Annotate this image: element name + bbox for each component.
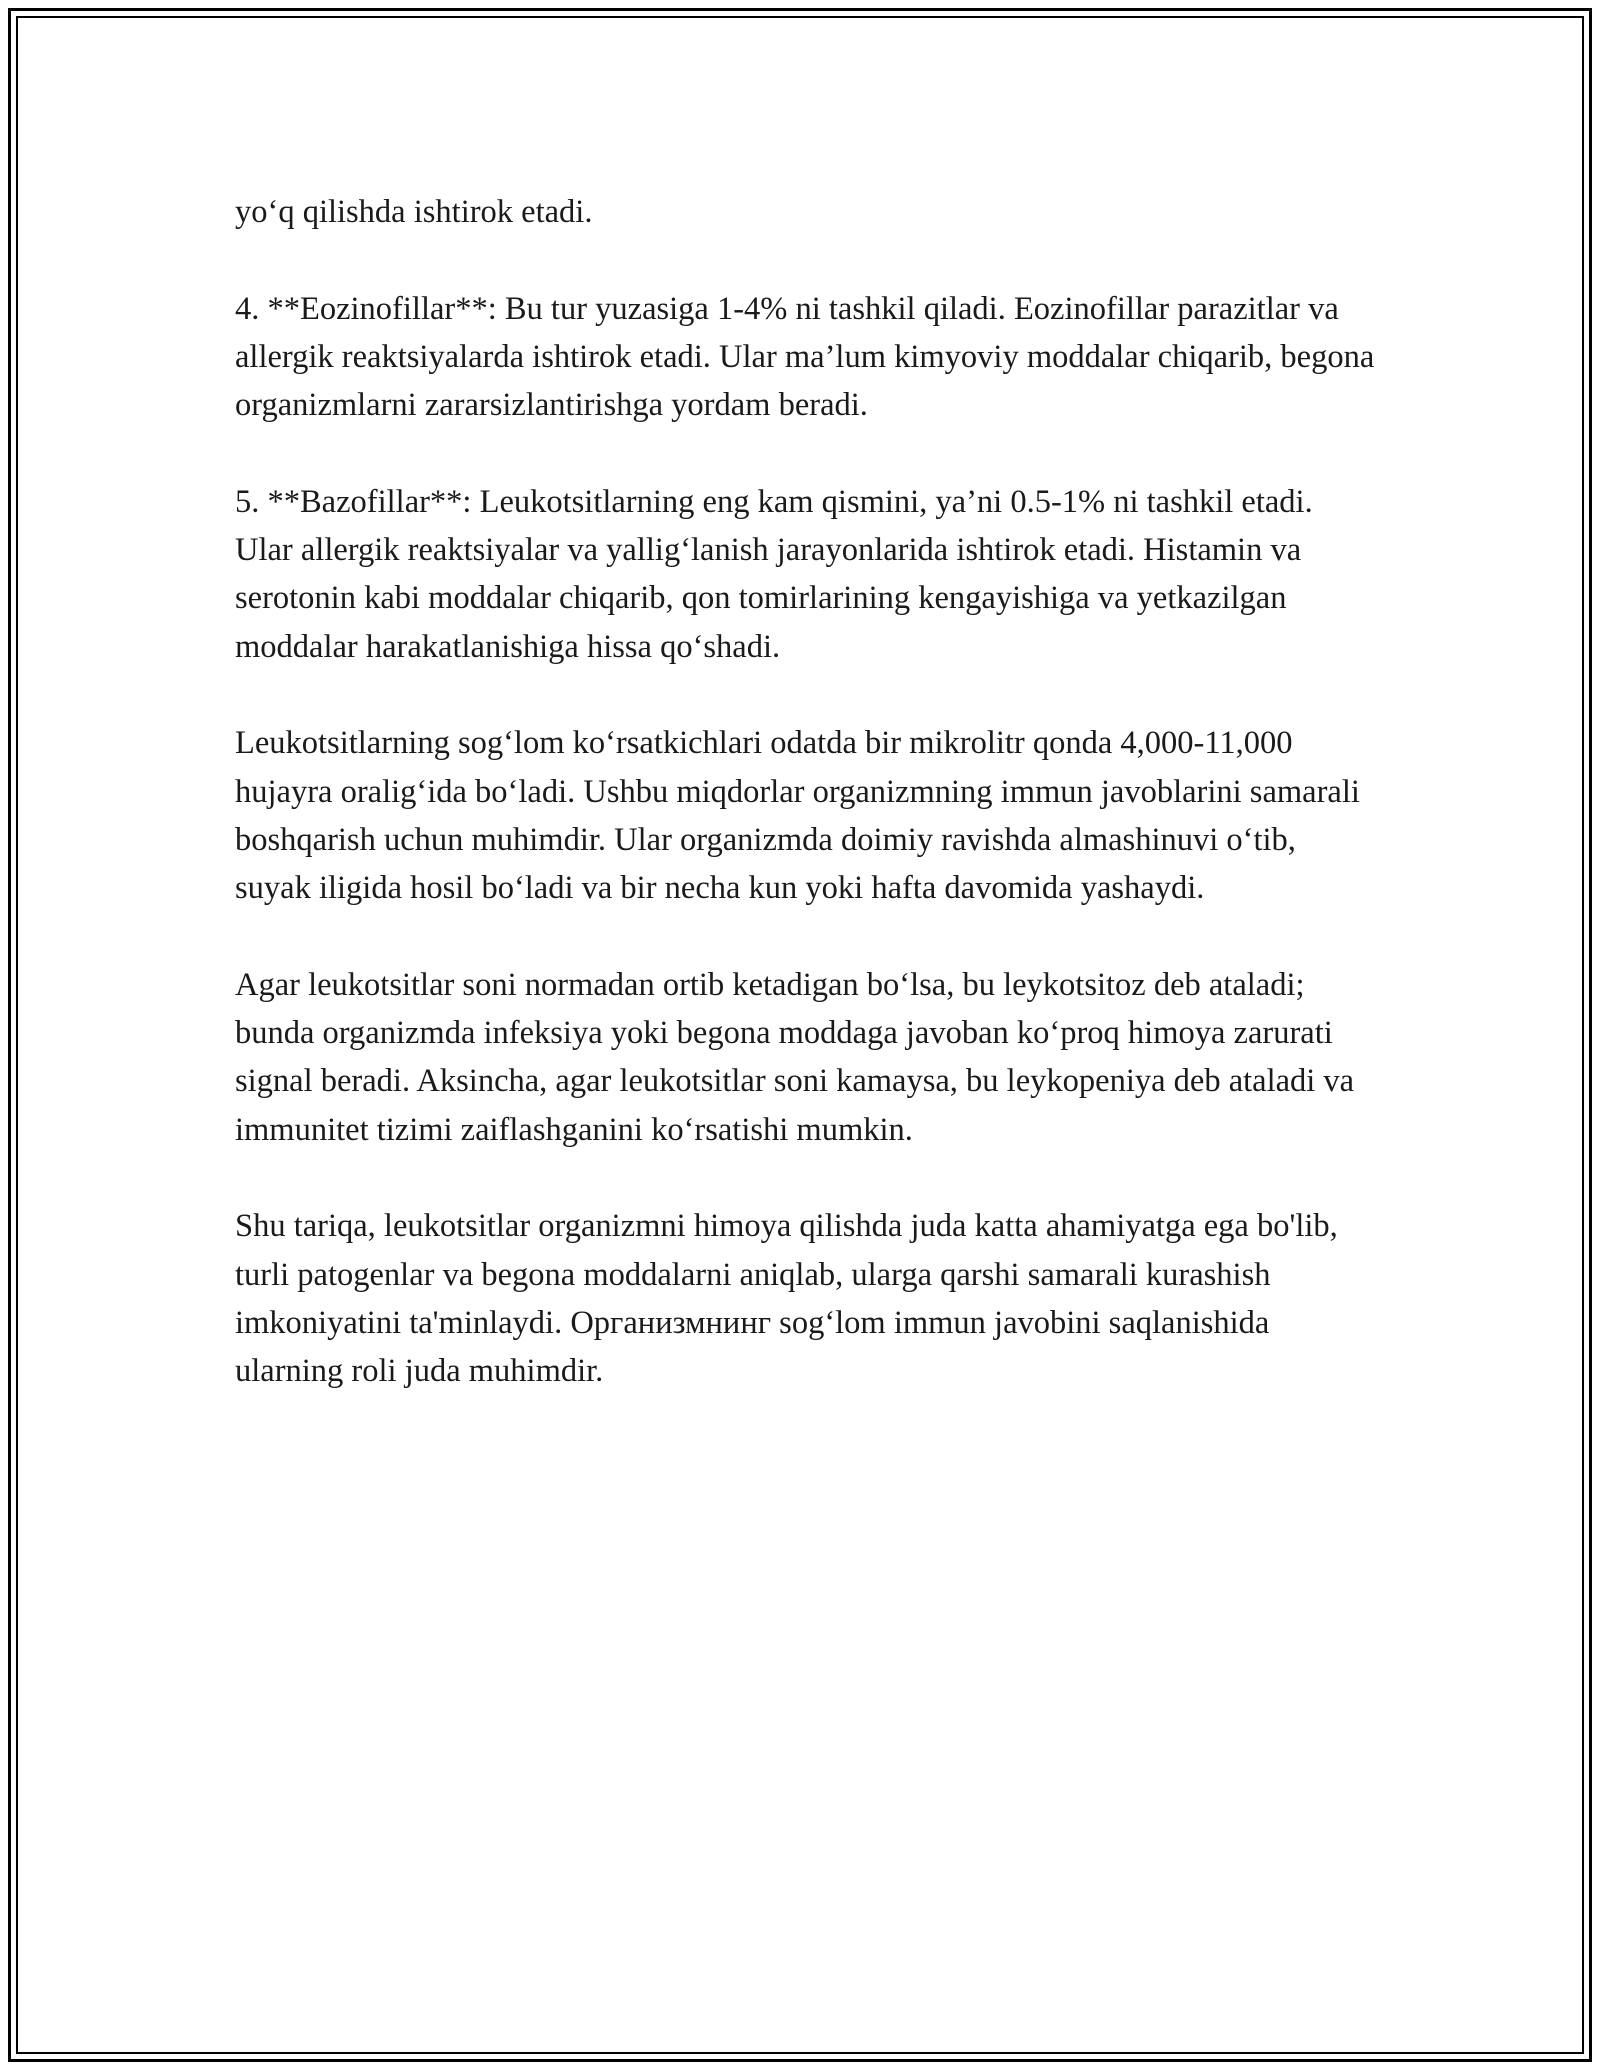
paragraph-bazofillar: 5. **Bazofillar**: Leukotsitlarning eng kam qismini, ya’ni 0.5-1% ni tashkil etadi. Ular allergik reaktsiyalar va yallig‘lanish jarayonlarida ishtirok etadi. Histamin va serotonin kabi moddalar chiqarib, qon tomirlarining kengayishiga va yetkazilgan moddalar harakatlanishiga hissa qo‘shadi. [235, 483, 1313, 665]
document-body [235, 188, 1375, 1444]
paragraph-normal-counts: Leukotsitlarning sog‘lom ko‘rsatkichlari odatda bir mikrolitr qonda 4,000-11,000 hujayra oralig‘ida bo‘ladi. Ushbu miqdorlar organizmning immun javoblarini samarali boshqarish uchun muhimdir. Ular organizmda doimiy ravishda almashinuvi o‘tib, suyak iligida hosil bo‘ladi va bir necha kun yoki hafta davomida yashaydi. [235, 725, 1360, 907]
paragraph-conclusion: Shu tariqa, leukotsitlar organizmni himoya qilishda juda katta ahamiyatga ega bo'lib, turli patogenlar va begona moddalarni aniqlab, ularga qarshi samarali kurashish imkoniyatini ta'minlaydi. Организмнинг sog‘lom immun javobini saqlanishida ularning roli juda muhimdir. [235, 1208, 1338, 1390]
paragraph-eozinofillar: 4. **Eozinofillar**: Bu tur yuzasiga 1-4% ni tashkil qiladi. Eozinofillar parazitlar va allergik reaktsiyalarda ishtirok etadi. Ular ma’lum kimyoviy moddalar chiqarib, begona organizmlarni zararsizlantirishga yordam beradi. [235, 290, 1375, 424]
paragraph-continuation: yo‘q qilishda ishtirok etadi. [235, 194, 593, 230]
paragraph-leykotsitoz: Agar leukotsitlar soni normadan ortib ketadigan bo‘lsa, bu leykotsitoz deb ataladi; bunda organizmda infeksiya yoki begona moddaga javoban ko‘proq himoya zarurati signal beradi. Aksincha, agar leukotsitlar soni kamaysa, bu leykopeniya deb ataladi va immunitet tizimi zaiflashganini ko‘rsatishi mumkin. [235, 966, 1355, 1148]
